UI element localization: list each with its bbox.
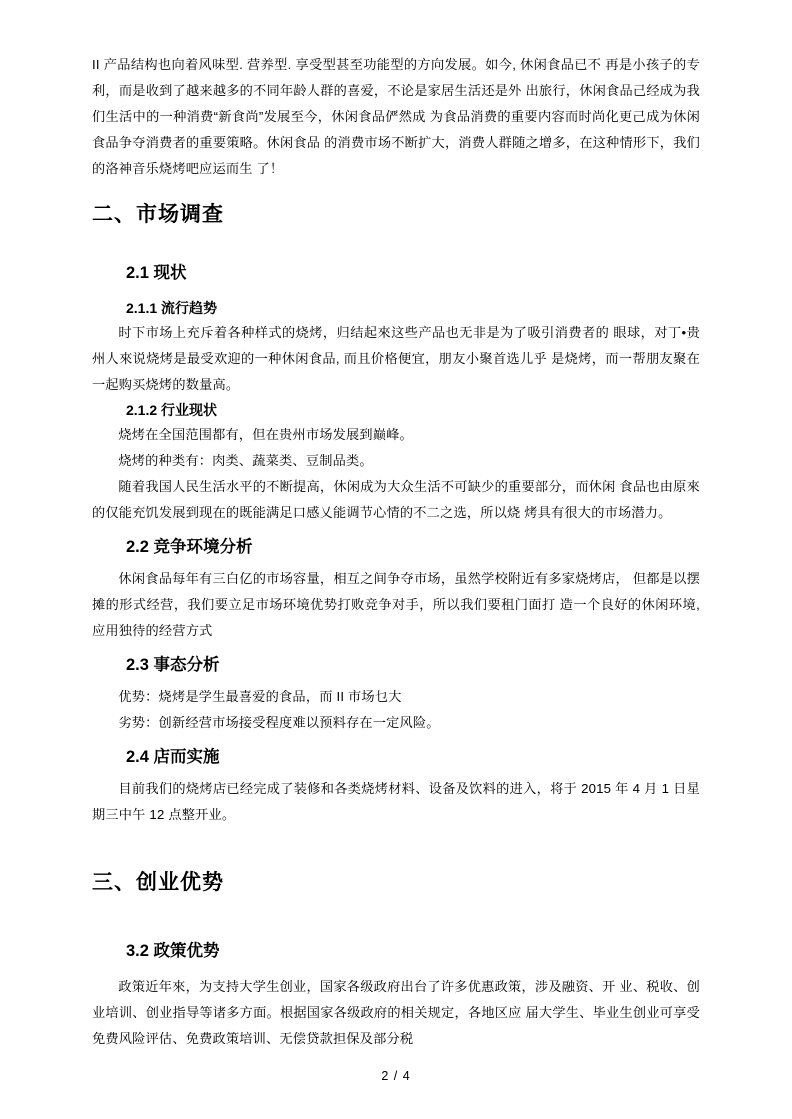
spacer xyxy=(92,644,700,652)
subsection-heading-2-1-1: 2.1.1 流行趋势 xyxy=(126,300,218,316)
subsection-heading-2-3: 2.3 事态分析 xyxy=(126,656,220,674)
paragraph-2-4-a: 目前我们的烧烤店已经完成了装修和各类烧烤材料、设备及饮料的进入，将于 2015 年 4 月 1 日星期三中午 12 点整开业。 xyxy=(92,781,700,822)
paragraph-2-1-2-a: 烧烤在全国范围都有，但在贵州市场发展到巅峰。 xyxy=(118,427,413,442)
paragraph-2-1-1-a: 时下市场上充斥着各种样式的烧烤，归结起來这些产品也无非是为了吸引消费者的 眼球，对丁•贵州人來说烧烤是最受欢迎的一种休闲食品, 而且价格便宜，朋友小聚首选儿乎 是烧烤，而一帮朋友聚在一起购买烧烤的数量高。 xyxy=(92,325,700,392)
spacer xyxy=(92,230,700,260)
spacer xyxy=(92,286,700,296)
spacer xyxy=(92,898,700,938)
subsection-heading-2-2: 2.2 竞争环境分析 xyxy=(126,538,253,556)
page-number: 2 / 4 xyxy=(381,1069,411,1083)
spacer xyxy=(92,526,700,534)
subsection-3-2 xyxy=(92,938,700,964)
subsection-2-1 xyxy=(92,260,700,286)
paragraph-2-1-2-b: 烧烤的种类有：肉类、蔬菜类、豆制品类。 xyxy=(118,453,373,468)
subsection-2-4 xyxy=(92,744,700,770)
paragraph-3-2-a: 政策近年來，为支持大学生创业，国家各级政府出台了许多优惠政策，涉及融资、开 业、税收、创业培训、创业指导等诸多方面。根据国家各级政府的相关规定，各地区应 届大学生、毕业生创业可享受免费风险评估、免费政策培训、无偿贷款担保及部分税 xyxy=(92,979,700,1046)
paragraph-2-2-a: 休闲食品每年有三白亿的市场容量，相互之间争夺市场，虽然学校附近有多家烧烤店， 但都是以摆摊的形式经营，我们要立足市场环境优势打败竞争对手，所以我们要租门面打 造一个良好的休闲环境, 应用独待的经营方式 xyxy=(92,571,700,638)
subsection-2-1-1 xyxy=(92,296,700,320)
section-heading-2: 二、市场调查 xyxy=(92,203,224,226)
subsection-heading-3-2: 3.2 政策优势 xyxy=(126,942,220,960)
intro-paragraph: ΙΙ 产品结构也向着风味型. 营养型. 享受型甚至功能型的方向发展。如今, 休闲食品已不 再是小孩子的专利，而是收到了越来越多的不同年龄人群的喜爱，不论是家居生活还是外 出旅行，休闲食品己经成为我们生活中的一种消费“新食尚”发展至今，休闲食品俨然成 为食品消费的重要内容而时尚化更己成为休闲食品争夺消费者的重要策略。休闲食品 的消费市场不断扩大，消费人群随之增多，在这种情形下，我们的洛神音乐烧烤吧应运而生 了！ xyxy=(92,57,700,176)
page-content xyxy=(92,52,700,1052)
subsection-2-3 xyxy=(92,652,700,678)
subsection-2-1-2 xyxy=(92,398,700,422)
spacer xyxy=(92,182,700,200)
section-heading-3: 三、创业优势 xyxy=(92,871,224,894)
spacer xyxy=(92,964,700,974)
subsection-heading-2-4: 2.4 店而实施 xyxy=(126,748,220,766)
paragraph-2-3-a: 优势：烧烤是学生最喜爱的食品，而 ΙΙ 市场乜大 xyxy=(118,689,402,704)
subsection-heading-2-1: 2.1 现状 xyxy=(126,264,187,282)
subsection-heading-2-1-2: 2.1.2 行业现状 xyxy=(126,402,218,418)
subsection-2-2 xyxy=(92,534,700,560)
paragraph-2-1-2-c: 随着我国人民生活水平的不断提高，休闲成为大众生活不可缺少的重要部分，而休闲 食品也由原來的仅能充饥发展到现在的既能满足口感乂能调节心情的不二之选，所以烧 烤具有很大的市场潜力。 xyxy=(92,479,700,520)
spacer xyxy=(92,828,700,868)
paragraph-2-3-b: 劣势：创新经营市场接受程度难以预料存在一定风险。 xyxy=(118,715,440,730)
spacer xyxy=(92,736,700,744)
